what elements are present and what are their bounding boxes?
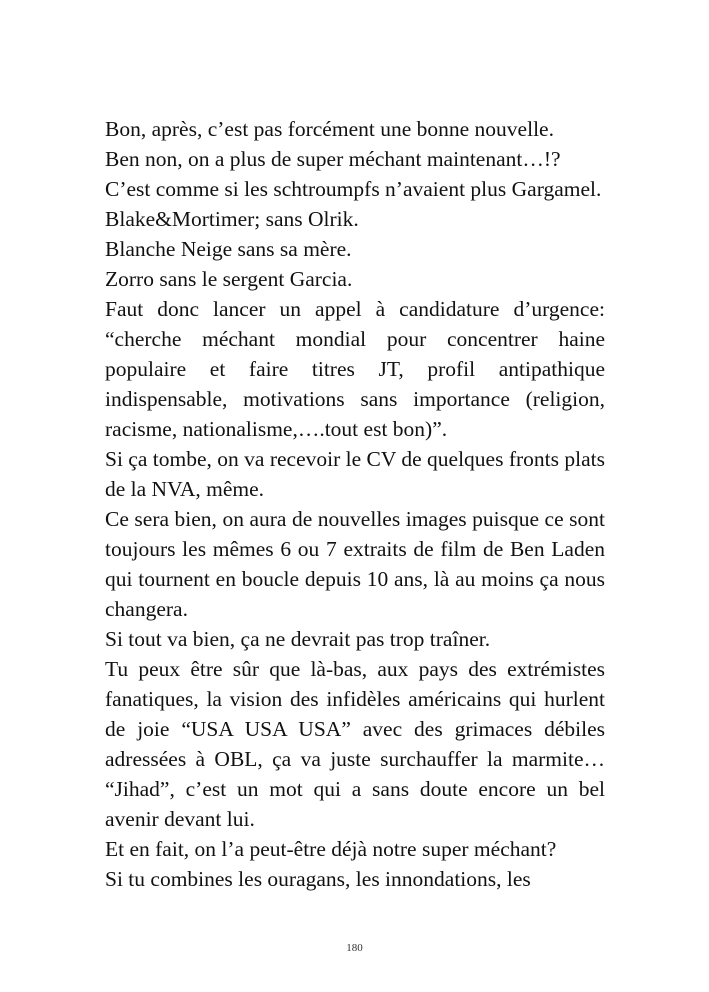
paragraph: Tu peux être sûr que là-bas, aux pays des extrémistes fanatiques, la vision des infidèles américains qui hurlent de joie “USA USA USA” avec des grimaces débiles adressées à OBL, ça va juste surchauffer la marmite… “Jihad”, c’est un mot qui a sans doute encore un bel avenir devant lui. bbox=[105, 657, 605, 831]
paragraph: Bon, après, c’est pas forcément une bonne nouvelle. bbox=[105, 117, 554, 141]
paragraph: Ce sera bien, on aura de nouvelles images puisque ce sont toujours les mêmes 6 ou 7 extraits de film de Ben Laden qui tournent en boucle depuis 10 ans, là au moins ça nous changera. bbox=[105, 507, 605, 621]
body-text bbox=[105, 114, 605, 894]
paragraph: Zorro sans le sergent Garcia. bbox=[105, 267, 353, 291]
paragraph: Faut donc lancer un appel à candidature d’urgence: “cherche méchant mondial pour concentrer haine populaire et faire titres JT, profil antipathique indispensable, motivations sans importance (religion, racisme, nationalisme,….tout est bon)”. bbox=[105, 297, 605, 441]
paragraph: Blake&Mortimer; sans Olrik. bbox=[105, 207, 359, 231]
paragraph: Si tout va bien, ça ne devrait pas trop traîner. bbox=[105, 627, 491, 651]
paragraph: Si tu combines les ouragans, les innondations, les bbox=[105, 867, 531, 891]
paragraph: Ben non, on a plus de super méchant maintenant…!? bbox=[105, 147, 561, 171]
page-number: 180 bbox=[346, 942, 363, 954]
paragraph: C’est comme si les schtroumpfs n’avaient plus Gargamel. bbox=[105, 177, 602, 201]
paragraph: Blanche Neige sans sa mère. bbox=[105, 237, 352, 261]
paragraph: Si ça tombe, on va recevoir le CV de quelques fronts plats de la NVA, même. bbox=[105, 447, 605, 501]
paragraph: Et en fait, on l’a peut-être déjà notre super méchant? bbox=[105, 837, 557, 861]
